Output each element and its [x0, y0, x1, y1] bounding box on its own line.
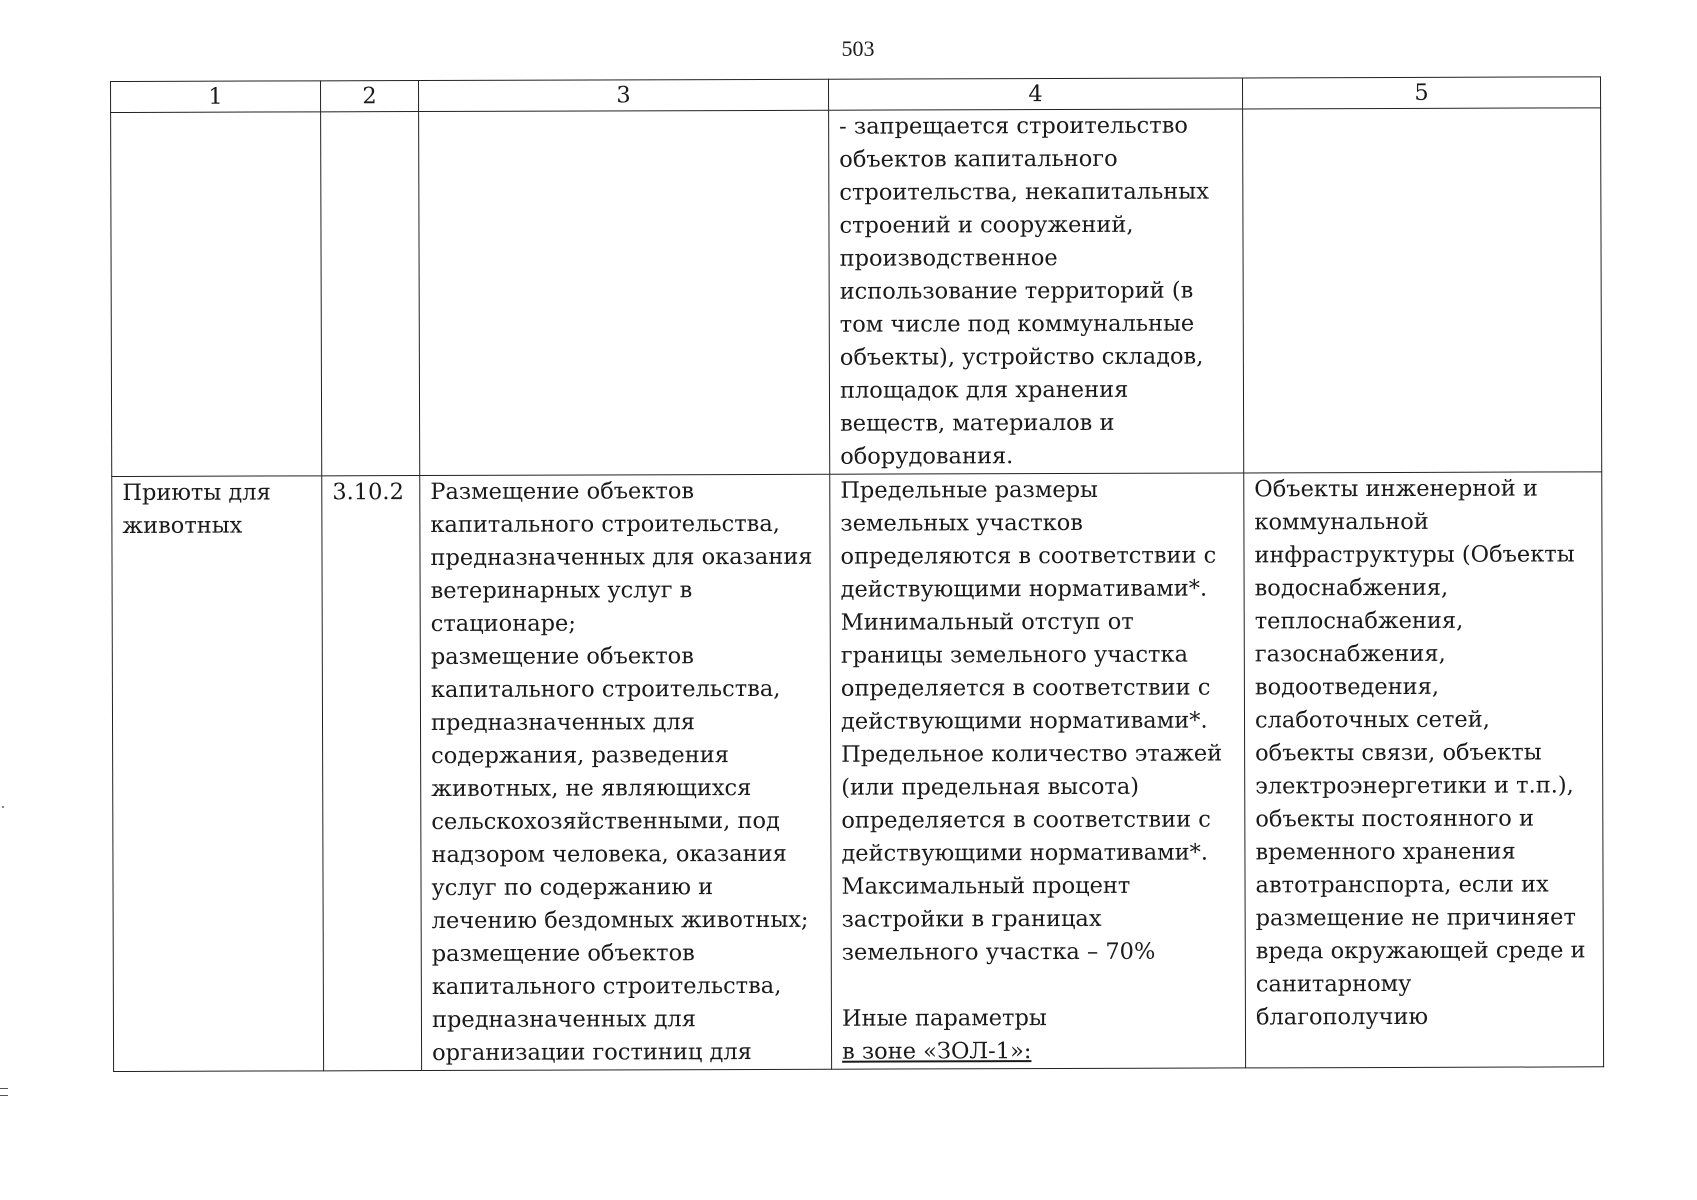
spacer: [842, 968, 1235, 1002]
cell-use-code: [321, 112, 420, 476]
cell-use-description: [420, 474, 832, 1070]
column-header-4: 4: [828, 78, 1242, 110]
table-row: [111, 108, 1602, 477]
column-header-2: 2: [321, 81, 419, 112]
cell-text: [429, 111, 818, 112]
table-header-row: [111, 77, 1601, 113]
scan-artifact: [2, 806, 4, 808]
table-row: [112, 472, 1604, 1072]
cell-text: Размещение объектов капитального строительства, предназначенных для оказания ветеринарных услуг в стационаре; размещение объектов капитального строительства, предназначенных для содержания, разведения животных, не являющихся сельскохозяйственными, под надзором человека, оказания услуг по содержанию и лечению бездомных животных; размещение объектов капитального строительства, предназначенных для организации гостиниц для: [430, 478, 813, 1066]
column-header-1: 1: [111, 81, 321, 113]
cell-parameters: [830, 473, 1246, 1069]
cell-auxiliary-uses: [1243, 108, 1602, 473]
column-header-3: 3: [419, 79, 829, 111]
cell-text: 3.10.2: [332, 479, 404, 506]
cell-use-description: [419, 110, 830, 475]
scan-artifact: [0, 1088, 8, 1096]
cell-auxiliary-uses: [1244, 472, 1604, 1068]
cell-text: [121, 112, 310, 113]
cell-text: Приюты для животных: [122, 479, 271, 539]
cell-use-name: [111, 112, 322, 477]
zone-reference: в зоне «ЗОЛ-1»:: [842, 1038, 1032, 1065]
cell-use-name: [112, 476, 324, 1072]
cell-text: [1253, 108, 1590, 109]
cell-use-code: [322, 476, 422, 1071]
column-header-5: 5: [1242, 77, 1600, 109]
cell-parameters: [829, 109, 1244, 474]
regulations-table: [110, 76, 1604, 1072]
cell-text: - запрещается строительство объектов капитального строительства, некапитальных строений и сооружений, производственное использование территорий (в том числе под коммунальные объекты), устройство складов, площадок для хранения веществ, материалов и оборудования.: [839, 112, 1209, 470]
cell-text: Объекты инженерной и коммунальной инфраструктуры (Объекты водоснабжения, теплоснабжения, газоснабжения, водоотведения, слаботочных сетей, объекты связи, объекты электроэнергетики и т.п.), объекты постоянного и временного хранения автотранспорта, если их размещение не причиняет вреда окружающей среде и санитарному благополучию: [1254, 475, 1586, 1031]
cell-text: Предельные размеры земельных участков определяются в соответствии с действующими нормативами*. Минимальный отступ от границы земельного участка определяется в соответствии с действующими нормативами*. Предельное количество этажей (или предельная высота) определяется в соответствии с действующими нормативами*. Максимальный процент застройки в границах земельного участка – 70%: [840, 476, 1223, 966]
other-parameters-label: Иные параметры: [841, 1005, 1047, 1032]
page-number: 503: [841, 36, 875, 61]
